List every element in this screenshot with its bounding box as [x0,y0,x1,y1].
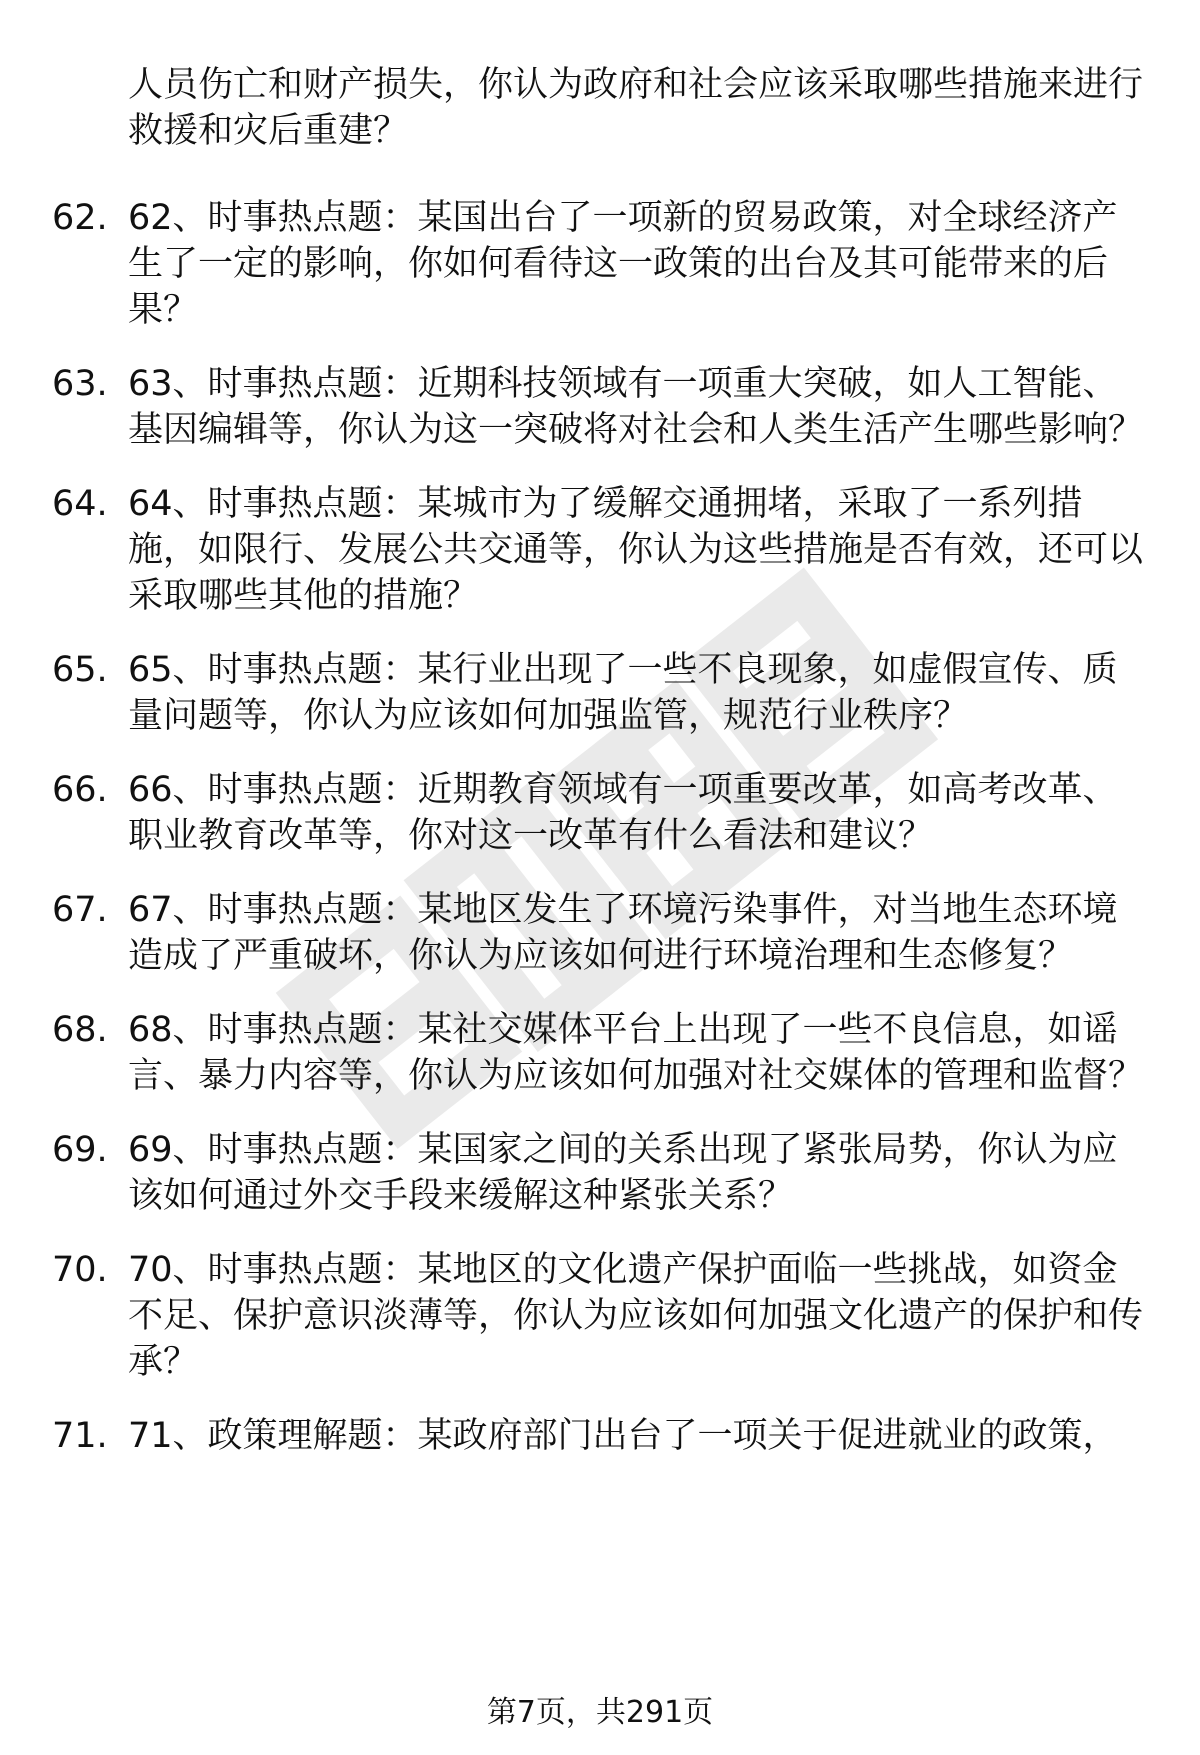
list-item [0,1247,1148,1385]
list-item [0,481,1148,619]
question-number: 69. [52,1130,108,1170]
question-number: 62. [52,198,108,238]
question-number: 66. [52,770,108,810]
question-text: 71、政策理解题：某政府部门出台了一项关于促进就业的政策， [128,1416,1118,1456]
question-number: 65. [52,650,108,690]
question-list [0,195,1200,1487]
question-number: 70. [52,1250,108,1290]
continuation-text: 人员伤亡和财产损失，你认为政府和社会应该采取哪些措施来进行救援和灾后重建？ [128,65,1144,151]
question-text: 70、时事热点题：某地区的文化遗产保护面临一些挑战，如资金不足、保护意识淡薄等，你认为应该如何加强文化遗产的保护和传承？ [128,1250,1144,1382]
list-item [0,647,1148,739]
question-text: 62、时事热点题：某国出台了一项新的贸易政策，对全球经济产生了一定的影响，你如何看待这一政策的出台及其可能带来的后果？ [128,198,1118,330]
list-item [0,361,1148,453]
question-number: 68. [52,1010,108,1050]
question-text: 69、时事热点题：某国家之间的关系出现了紧张局势，你认为应该如何通过外交手段来缓解这种紧张关系？ [128,1130,1118,1216]
question-number: 63. [52,364,108,404]
question-text: 65、时事热点题：某行业出现了一些不良现象，如虚假宣传、质量问题等，你认为应该如何加强监管，规范行业秩序？ [128,650,1118,736]
question-text: 63、时事热点题：近期科技领域有一项重大突破，如人工智能、基因编辑等，你认为这一突破将对社会和人类生活产生哪些影响？ [128,364,1144,450]
list-item [0,887,1148,979]
list-item [0,1007,1148,1099]
question-number: 64. [52,484,108,524]
question-text: 68、时事热点题：某社交媒体平台上出现了一些不良信息，如谣言、暴力内容等，你认为应该如何加强对社交媒体的管理和监督？ [128,1010,1144,1096]
question-number: 67. [52,890,108,930]
question-text: 66、时事热点题：近期教育领域有一项重要改革，如高考改革、职业教育改革等，你对这一改革有什么看法和建议？ [128,770,1118,856]
question-text: 67、时事热点题：某地区发生了环境污染事件，对当地生态环境造成了严重破坏，你认为应该如何进行环境治理和生态修复？ [128,890,1118,976]
list-item [0,767,1148,859]
page-footer: 第7页，共291页 [486,1695,714,1730]
list-item [0,195,1148,333]
question-number: 71. [52,1416,108,1456]
list-item [0,1413,1148,1459]
question-text: 64、时事热点题：某城市为了缓解交通拥堵，采取了一系列措施，如限行、发展公共交通等，你认为这些措施是否有效，还可以采取哪些其他的措施？ [128,484,1144,616]
list-item [0,1127,1148,1219]
